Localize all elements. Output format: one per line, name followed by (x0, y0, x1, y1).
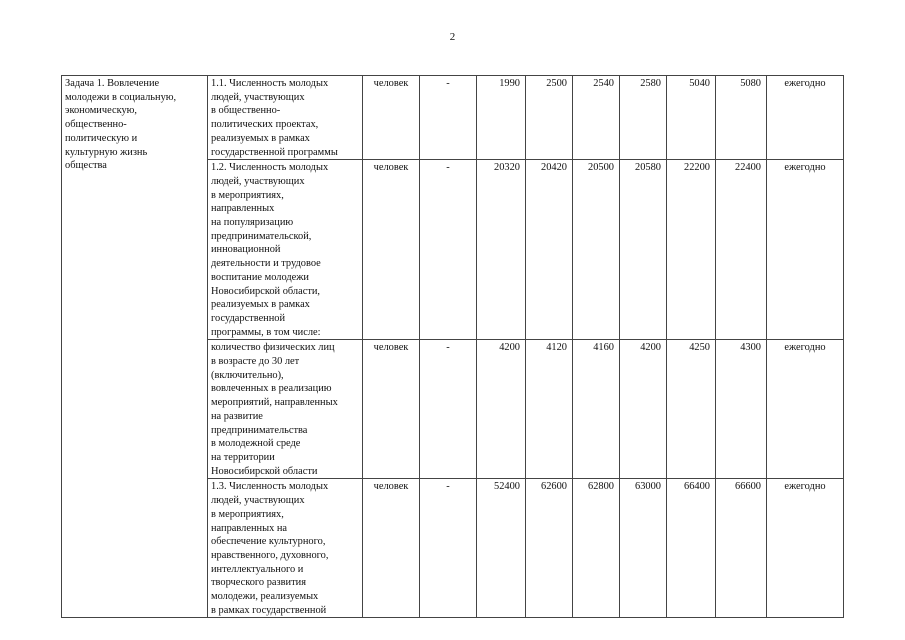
value-cell: 5080 (716, 76, 767, 160)
value-cell: 2540 (573, 76, 620, 160)
value-cell: 63000 (620, 479, 667, 618)
value-cell: 62600 (526, 479, 573, 618)
page-number: 2 (449, 31, 456, 43)
value-cell: 4200 (620, 340, 667, 479)
indicator-cell: 1.2. Численность молодых людей, участвующих в мероприятиях, направленных на популяризацию предпринимательской, инновационной деятельности и трудовое воспитание молодежи Новосибирской области, реализуемых в рамках государственной программы, в том числе: (208, 160, 363, 340)
unit-cell: человек (363, 340, 420, 479)
value-cell: 66400 (667, 479, 716, 618)
base-value-cell: - (420, 76, 477, 160)
period-cell: ежегодно (767, 340, 844, 479)
value-cell: 22200 (667, 160, 716, 340)
value-cell: 1990 (477, 76, 526, 160)
base-value-cell: - (420, 340, 477, 479)
value-cell: 20500 (573, 160, 620, 340)
value-cell: 52400 (477, 479, 526, 618)
period-cell: ежегодно (767, 160, 844, 340)
indicator-cell: 1.3. Численность молодых людей, участвующих в мероприятиях, направленных на обеспечение культурного, нравственного, духовного, интеллектуального и творческого развития молодежи, реализуемых в рамках государственной (208, 479, 363, 618)
value-cell: 20580 (620, 160, 667, 340)
indicators-table (61, 75, 844, 618)
value-cell: 4300 (716, 340, 767, 479)
task-cell: Задача 1. Вовлечение молодежи в социальную, экономическую, общественно- политическую и культурную жизнь общества (62, 76, 208, 618)
indicator-cell: количество физических лиц в возрасте до 30 лет (включительно), вовлеченных в реализацию мероприятий, направленных на развитие предпринимательства в молодежной среде на территории Новосибирской области (208, 340, 363, 479)
value-cell: 2580 (620, 76, 667, 160)
table-row (62, 76, 844, 160)
indicator-cell: 1.1. Численность молодых людей, участвующих в общественно- политических проектах, реализуемых в рамках государственной программы (208, 76, 363, 160)
value-cell: 4160 (573, 340, 620, 479)
base-value-cell: - (420, 160, 477, 340)
period-cell: ежегодно (767, 479, 844, 618)
base-value-cell: - (420, 479, 477, 618)
unit-cell: человек (363, 76, 420, 160)
value-cell: 4250 (667, 340, 716, 479)
value-cell: 2500 (526, 76, 573, 160)
value-cell: 5040 (667, 76, 716, 160)
period-cell: ежегодно (767, 76, 844, 160)
value-cell: 66600 (716, 479, 767, 618)
unit-cell: человек (363, 479, 420, 618)
value-cell: 62800 (573, 479, 620, 618)
value-cell: 20320 (477, 160, 526, 340)
value-cell: 4200 (477, 340, 526, 479)
unit-cell: человек (363, 160, 420, 340)
value-cell: 4120 (526, 340, 573, 479)
value-cell: 20420 (526, 160, 573, 340)
value-cell: 22400 (716, 160, 767, 340)
